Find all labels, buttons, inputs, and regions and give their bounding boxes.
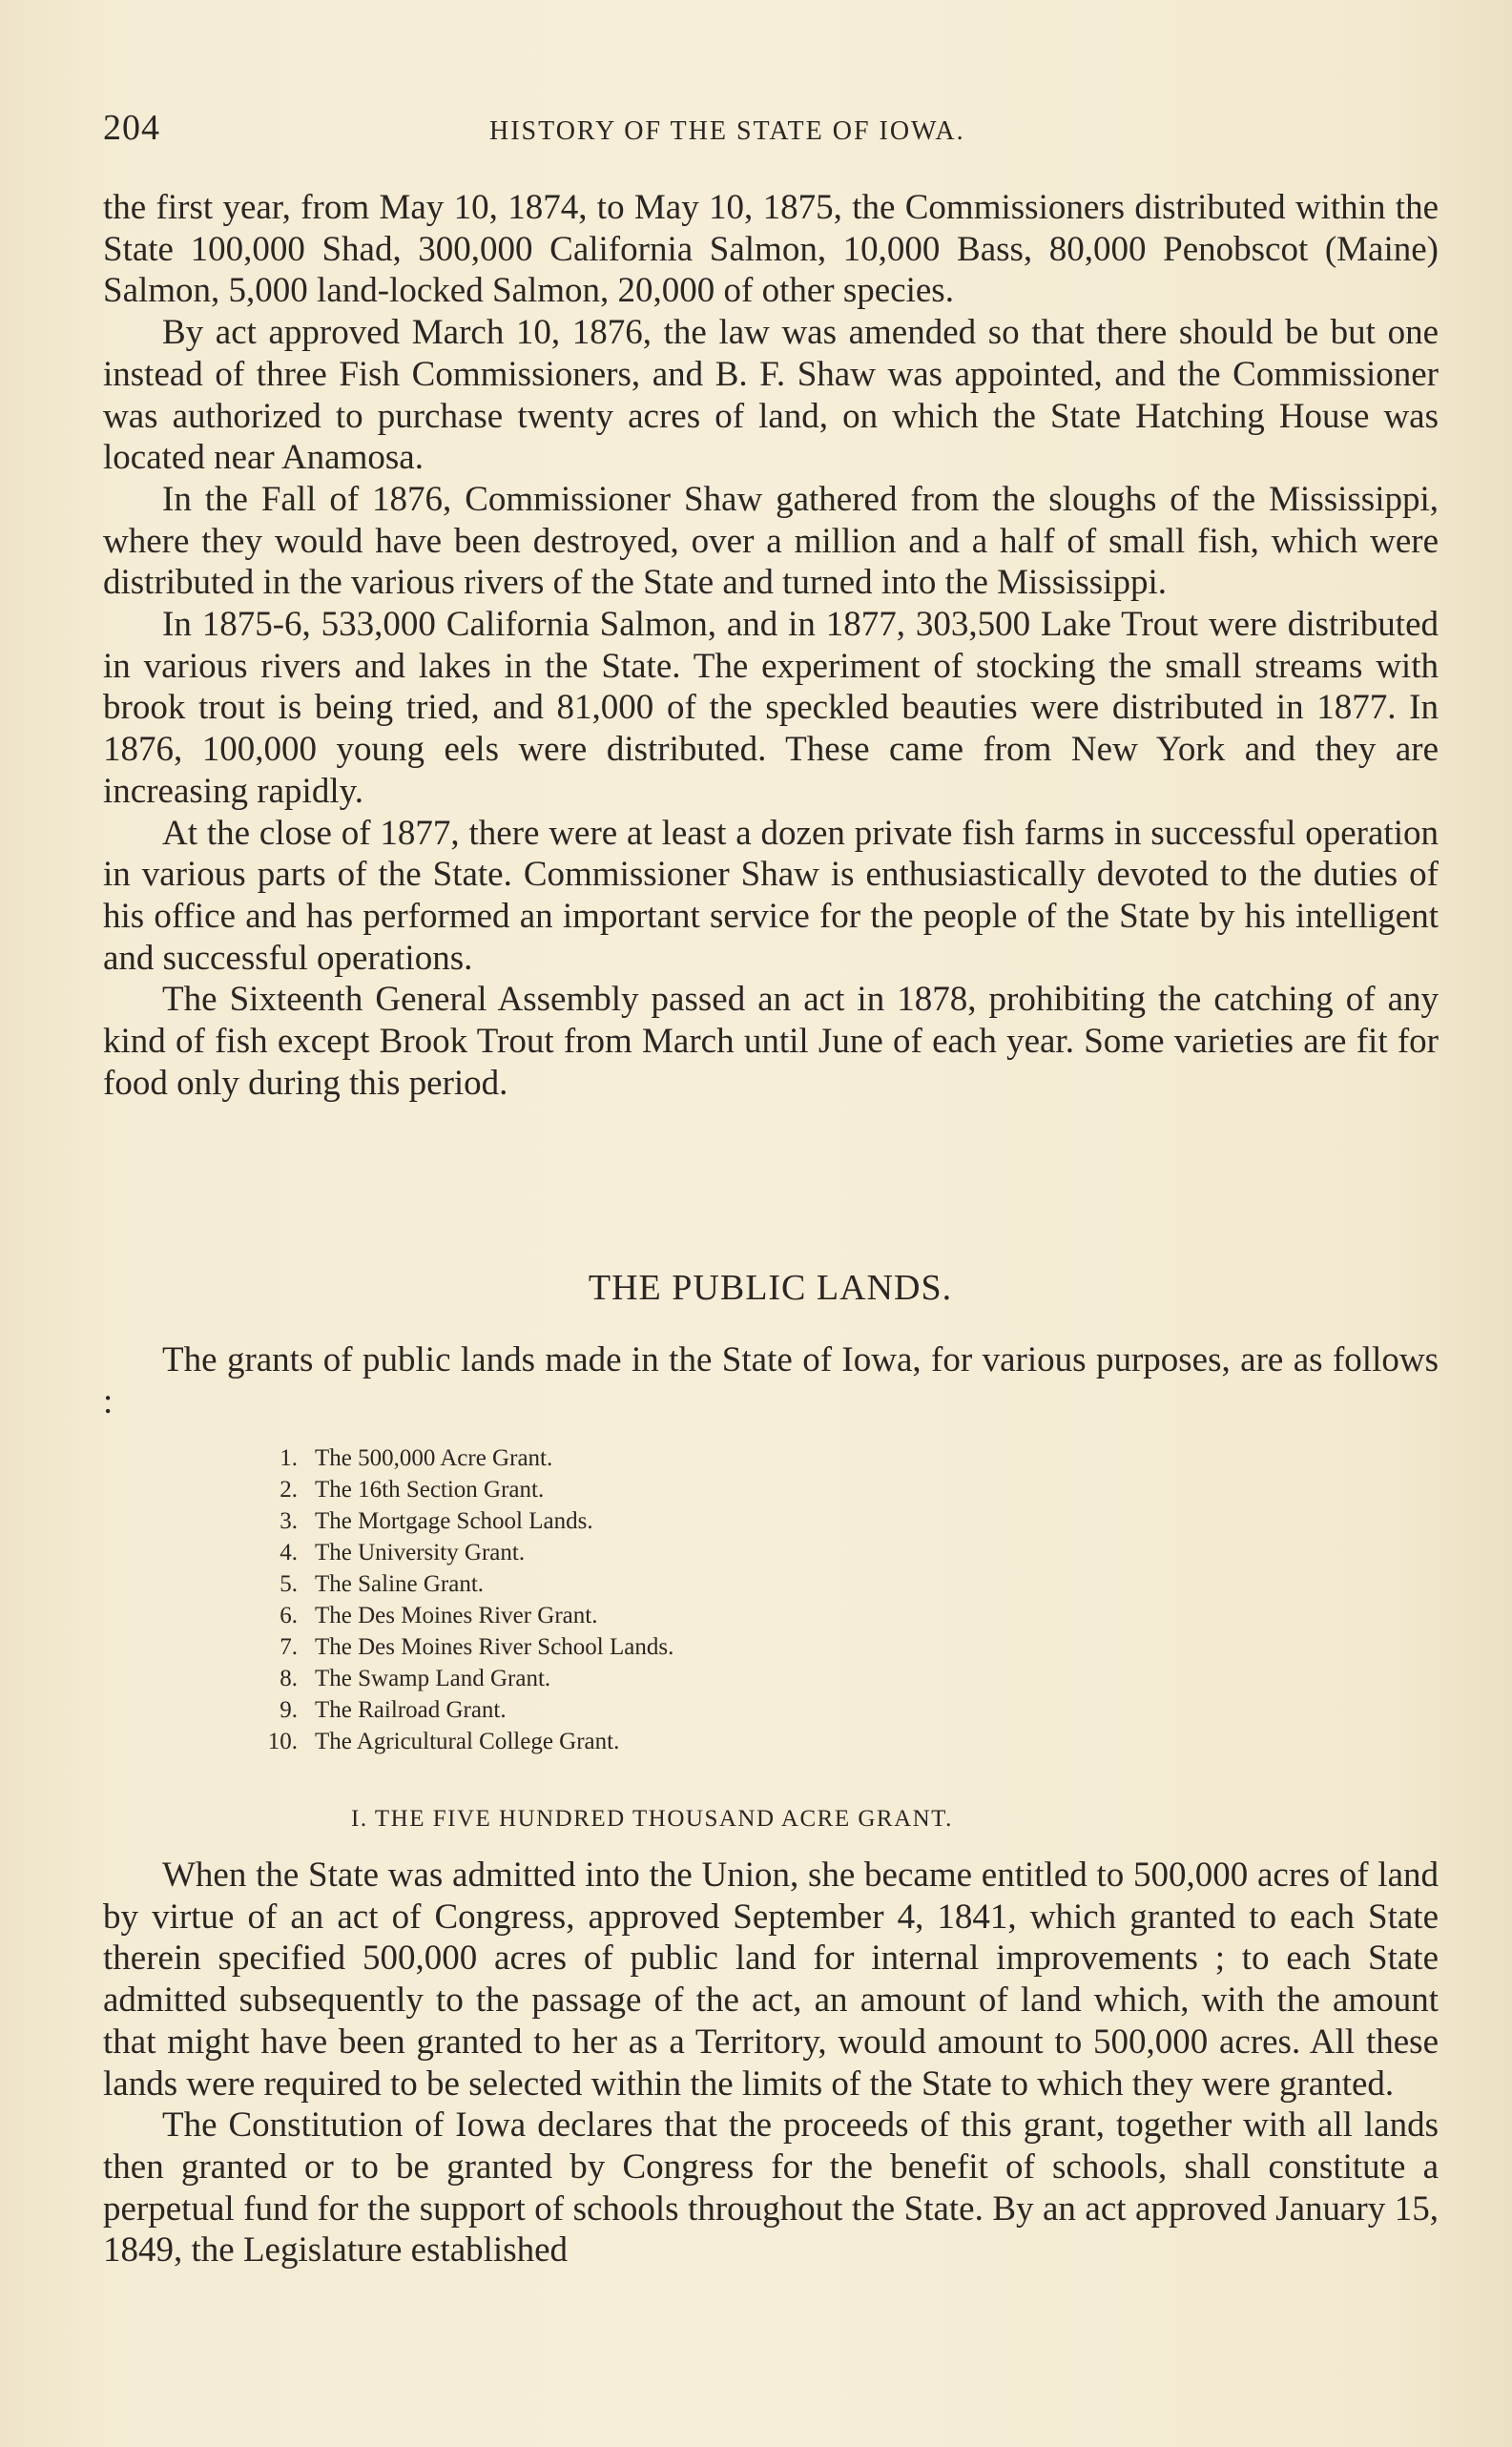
list-item <box>256 1600 1114 1631</box>
list-text: The Des Moines River Grant. <box>315 1603 598 1628</box>
list-item <box>256 1505 1114 1537</box>
list-text: The Saline Grant. <box>315 1571 485 1597</box>
list-number: 7. <box>280 1634 298 1660</box>
list-number: 9. <box>280 1697 298 1723</box>
list-number: 3. <box>280 1508 298 1534</box>
list-number: 2. <box>280 1477 298 1503</box>
grant-list <box>256 1442 1114 1757</box>
list-number: 6. <box>280 1603 298 1628</box>
list-item <box>256 1568 1114 1600</box>
list-text: The Swamp Land Grant. <box>315 1666 551 1691</box>
list-text: The 500,000 Acre Grant. <box>315 1445 553 1471</box>
list-text: The Railroad Grant. <box>315 1697 507 1723</box>
list-number: 4. <box>280 1540 298 1566</box>
list-item <box>256 1631 1114 1663</box>
paragraph: By act approved March 10, 1876, the law was amended so that there should be but one instead of three Fish Commissioners, and B. F. Shaw was appointed, and the Commissioner was authorized to purchase twenty acres of land, on which the State Hatching House was located near Anamosa. <box>103 313 1439 478</box>
running-title: HISTORY OF THE STATE OF IOWA. <box>489 116 965 146</box>
list-number: 8. <box>280 1666 298 1691</box>
list-text: The 16th Section Grant. <box>315 1477 545 1503</box>
paragraph: The Sixteenth General Assembly passed an act in 1878, prohibiting the catching of any kind of fish except Brook Trout from March until June of each year. Some varieties are fit for food only during this period. <box>103 980 1439 1103</box>
paragraph: The grants of public lands made in the State of Iowa, for various purposes, are as follows : <box>103 1340 1439 1421</box>
list-item <box>256 1537 1114 1568</box>
list-text: The University Grant. <box>315 1540 526 1566</box>
list-item <box>256 1694 1114 1726</box>
list-text: The Agricultural College Grant. <box>315 1729 620 1754</box>
fish-commission-text <box>103 187 1439 1104</box>
five-hundred-thousand-text <box>103 1855 1439 2271</box>
list-number: 10. <box>267 1729 298 1754</box>
paragraph: In 1875-6, 533,000 California Salmon, and in 1877, 303,500 Lake Trout were distributed in various rivers and lakes in the State. The experiment of stocking the small streams with brook trout is being tried, and 81,000 of the speckled beauties were distributed in 1877. In 1876, 100,000 young eels were distributed. These came from New York and they are increasing rapidly. <box>103 605 1439 811</box>
section-heading-public-lands: THE PUBLIC LANDS. <box>588 1268 953 1308</box>
subsection-heading-five-hundred-thousand: I. THE FIVE HUNDRED THOUSAND ACRE GRANT. <box>351 1806 953 1832</box>
list-number: 5. <box>280 1571 298 1597</box>
paragraph: In the Fall of 1876, Commissioner Shaw gathered from the sloughs of the Mississippi, where they would have been destroyed, over a million and a half of small fish, which were distributed in the various rivers of the State and turned into the Mississippi. <box>103 479 1439 603</box>
list-text: The Mortgage School Lands. <box>315 1508 593 1534</box>
list-text: The Des Moines River School Lands. <box>315 1634 674 1660</box>
list-item <box>256 1726 1114 1757</box>
list-item <box>256 1474 1114 1505</box>
paragraph: When the State was admitted into the Union, she became entitled to 500,000 acres of land by virtue of an act of Congress, approved September 4, 1841, which granted to each State therein specified 500,000 acres of public land for internal improvements ; to each State admitted subsequently to the passage of the act, an amount of land which, with the amount that might have been granted to her as a Territory, would amount to 500,000 acres. All these lands were required to be selected within the limits of the State to which they were granted. <box>103 1856 1439 2104</box>
paragraph: the first year, from May 10, 1874, to May 10, 1875, the Commissioners distributed within the State 100,000 Shad, 300,000 California Salmon, 10,000 Bass, 80,000 Penobscot (Maine) Salmon, 5,000 land-locked Salmon, 20,000 of other species. <box>103 188 1439 311</box>
page-number: 204 <box>103 108 160 148</box>
paragraph: At the close of 1877, there were at least a dozen private fish farms in successful operation in various parts of the State. Commissioner Shaw is enthusiastically devoted to the duties of his office and has performed an important service for the people of the State by his intelligent and successful operations. <box>103 813 1439 978</box>
list-item <box>256 1663 1114 1694</box>
list-item <box>256 1442 1114 1474</box>
paragraph: The Constitution of Iowa declares that the proceeds of this grant, together with all lands then granted or to be granted by Congress for the benefit of schools, shall constitute a perpetual fund for the support of schools throughout the State. By an act approved January 15, 1849, the Legislature established <box>103 2105 1439 2271</box>
public-lands-intro <box>103 1339 1439 1422</box>
page-header <box>103 107 1439 155</box>
list-number: 1. <box>280 1445 298 1471</box>
